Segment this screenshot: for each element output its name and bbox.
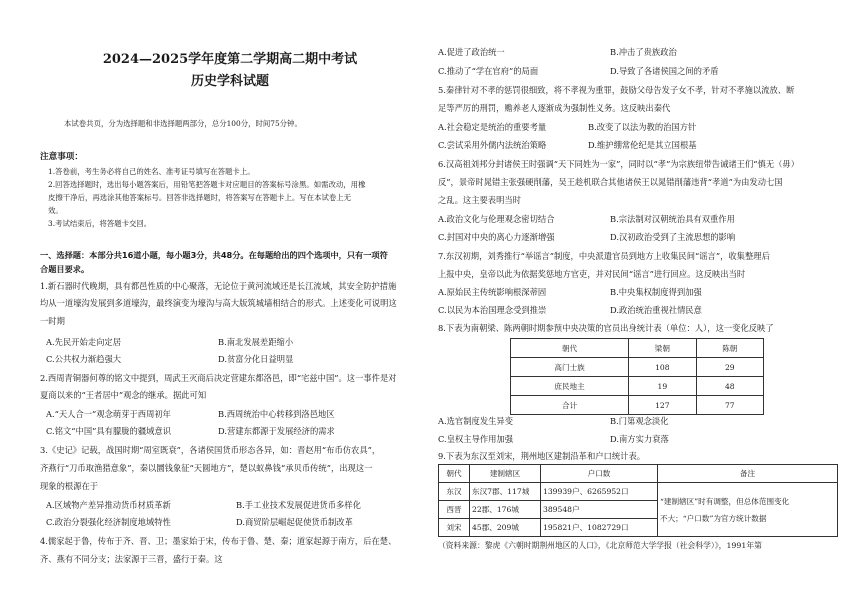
table-cell: 139939户、6265952口 [541, 483, 658, 501]
table-cell: 48 [696, 377, 763, 396]
option: B.南北发展差距缩小 [218, 337, 294, 347]
option: C.以民为本治国理念受到推崇 [438, 305, 547, 315]
table-cell: 29 [696, 358, 763, 377]
table-cell: 77 [696, 396, 763, 415]
notice-line: 效。 [48, 206, 63, 215]
option: B.冲击了贵族政治 [610, 47, 677, 57]
question-4: 齐、燕有不同分支；法家源于三晋，盛行于秦。这 [40, 554, 223, 564]
question-6: 6.汉高祖刘邦分封诸侯王时强调“天下同姓为一家”，同时以“孝”为宗族纽带告诫诸王们“慎无（毋） [438, 159, 800, 169]
question-1: 一时期 [40, 316, 65, 326]
option: D.贫富分化日益明显 [218, 354, 294, 364]
table-official-origins [510, 338, 764, 415]
table-cell: 东汉 [439, 483, 470, 501]
question-9: 9.下表为东汉至刘宋，荆州地区建制沿革和户口统计表。 [438, 451, 646, 461]
table-header-cell: 备注 [658, 465, 838, 483]
question-3: 3.《史记》记载，战国时期“周室既衰”，各诸侯国货币形态各异，如：晋赵用“布币仿农具”， [40, 445, 381, 455]
option: B.改变了以法为教的治国方针 [588, 122, 697, 132]
option: D.政治统治重视社情民意 [610, 305, 702, 315]
table-note-cell [658, 483, 838, 537]
question-1: 均从一道壕沟发展到多道壕沟，最终演变为壕沟与高大版筑城墙相结合的形式。上述变化可说明这 [40, 298, 397, 308]
question-3: 齐燕行“刀币取渔猎意象”，秦以圜钱象征“天圆地方”，楚以蚁鼻钱“承贝币传统”，出现这一 [40, 463, 373, 473]
section-heading: 合题目要求。 [40, 264, 90, 274]
option: D.导致了各诸侯国之间的矛盾 [610, 66, 719, 76]
table-header-cell: 朝代 [511, 339, 629, 358]
question-6: 反”，景帝时晁错主张强硬削藩，吴王趁机联合其他诸侯王以晁错削藩违背“孝道”为由发动七国 [438, 177, 783, 187]
notice-line: 2.回答选择题时，选出每小题答案后，用铅笔把答题卡对应题目的答案标号涂黑。如需改动，用橡 [48, 180, 366, 189]
option: B.中央集权制度得到加强 [610, 287, 702, 297]
table-header-row [511, 339, 764, 358]
option: C.皇权主导作用加强 [438, 434, 514, 444]
option: C.政治分裂强化经济制度地域特性 [46, 517, 171, 527]
option: D.商贸阶层崛起促使货币制改革 [236, 517, 353, 527]
table-note-line: “建制辖区”时有调整，但总体范围变化 [660, 496, 790, 506]
table-cell: 22郡、176城 [470, 501, 541, 519]
option: C.封国对中央的离心力逐渐增强 [438, 232, 555, 242]
table-cell: 西晋 [439, 501, 470, 519]
notice-heading: 注意事项： [40, 152, 83, 162]
table-header-cell: 陈朝 [696, 339, 763, 358]
table-row [511, 396, 764, 415]
question-1: 1.新石器时代晚期，具有都邑性质的中心聚落，无论位于黄河流域还是长江流域，其安全防护措施 [40, 281, 397, 291]
option: A.区域物产差异推动货币材质革新 [46, 500, 171, 510]
option: D.维护绷常伦纪是其立国根基 [588, 140, 697, 150]
option: A.“天人合一”观念萌芽于西周初年 [46, 409, 171, 419]
option: C.公共权力渐趋强大 [46, 354, 122, 364]
table-cell: 195821户、1082729口 [541, 519, 658, 537]
option: D.营建东都源于发展经济的需求 [218, 426, 335, 436]
intro-text: 本试卷共页，分为选择题和非选择题两部分，总分100分，时间75分钟。 [64, 119, 302, 128]
table-cell: 127 [629, 396, 696, 415]
notice-line: 3.考试结束后，将答题卡交回。 [48, 219, 152, 228]
table-cell: 108 [629, 358, 696, 377]
question-3: 现象的根源在于 [40, 481, 99, 491]
notice-line: 皮擦干净后，再选涂其他答案标号。回答非选择题时，将答案写在答题卡上。写在本试卷上无 [48, 193, 352, 202]
question-4: 4.儒家起于鲁，传布于齐、晋、卫；墨家始于宋，传布于鲁、楚、秦；道家起源于南方，后在楚、 [40, 536, 397, 546]
option: A.选官制度发生异变 [438, 416, 514, 426]
question-5: 足等严厉的刑罚，赡养老人逐渐成为强制性义务。这反映出秦代 [438, 103, 671, 113]
table-header-cell: 梁朝 [629, 339, 696, 358]
question-2: 2.西周青铜器何尊的铭文中提到，周武王灭商后决定营建东都洛邑，即“宅兹中国”。这一事件是对 [40, 373, 397, 383]
option: B.手工业技术发展促进货币多样化 [236, 500, 361, 510]
option: A.促进了政治统一 [438, 47, 505, 57]
exam-subject: 历史学科试题 [190, 74, 269, 89]
table-cell: 合计 [511, 396, 629, 415]
table-row [511, 358, 764, 377]
option: A.政治文化与伦理观念密切结合 [438, 214, 555, 224]
table-header-cell: 户口数 [541, 465, 658, 483]
table-jingzhou-households [438, 464, 838, 537]
option: B.西周统治中心转移到洛邑地区 [218, 409, 335, 419]
option: B.门第观念淡化 [610, 416, 669, 426]
option: B.宗法制对汉朝统治具有双重作用 [610, 214, 735, 224]
table-note-line: 不大；“户口数”为官方统计数据 [660, 513, 767, 523]
question-7: 上报中央，皇帝以此为依据奖惩地方官吏，并对民间“谣言”进行回应。这反映出当时 [438, 269, 746, 279]
table-header-cell: 朝代 [439, 465, 470, 483]
section-heading: 一、选择题：本部分共16道小题，每小题3分，共48分。在每题给出的四个选项中，只有一项符 [40, 250, 388, 260]
table-cell: 东汉7郡、117城 [470, 483, 541, 501]
table-row [439, 483, 838, 501]
table-header-row [439, 465, 838, 483]
question-8: 8.下表为南朝梁、陈两朝时期参预中央决策的官员出身统计表（单位：人），这一变化反映了 [438, 323, 774, 333]
question-6: 之乱。这主要表明当时 [438, 195, 521, 205]
option: C.尝试采用外儒内法统治策略 [438, 140, 547, 150]
table-cell: 高门士族 [511, 358, 629, 377]
option: D.南方实力衰落 [610, 434, 669, 444]
table-cell: 刘宋 [439, 519, 470, 537]
table-cell: 389548户 [541, 501, 658, 519]
table-cell: 45郡、209城 [470, 519, 541, 537]
option: A.原始民主传统影响根深蒂固 [438, 287, 547, 297]
option: D.汉初政治受到了主流思想的影响 [610, 232, 736, 242]
option: A.先民开始走向定居 [46, 337, 122, 347]
table-row [511, 377, 764, 396]
table-cell: 庶民地主 [511, 377, 629, 396]
exam-title: 2024—2025学年度第二学期高二期中考试 [102, 52, 358, 67]
table-cell: 19 [629, 377, 696, 396]
source-note: （资料来源：黎虎《六朝时期荆州地区的人口》，《北京师范大学学报（社会科学）》，1991年第 [438, 541, 762, 550]
option: C.推动了“学在官府”的局面 [438, 66, 539, 76]
option: C.铭文“中国”具有朦胧的疆域意识 [46, 426, 172, 436]
notice-line: 1.答卷前，考生务必将自己的姓名、准考证号填写在答题卡上。 [48, 167, 255, 176]
option: A.社会稳定是统治的重要考量 [438, 122, 547, 132]
table-header-cell: 建制辖区 [470, 465, 541, 483]
question-7: 7.东汉初期，刘秀推行“举谣言”制度，中央派遣官员到地方上收集民间“谣言”，收集整理后 [438, 251, 770, 261]
question-5: 5.秦律针对不孝的惩罚很细致，将不孝视为重罪，鼓励父母告发子女不孝，针对不孝施以流放、断 [438, 85, 795, 95]
question-2: 夏商以来的“王者居中”观念的继承。据此可知 [40, 390, 207, 400]
